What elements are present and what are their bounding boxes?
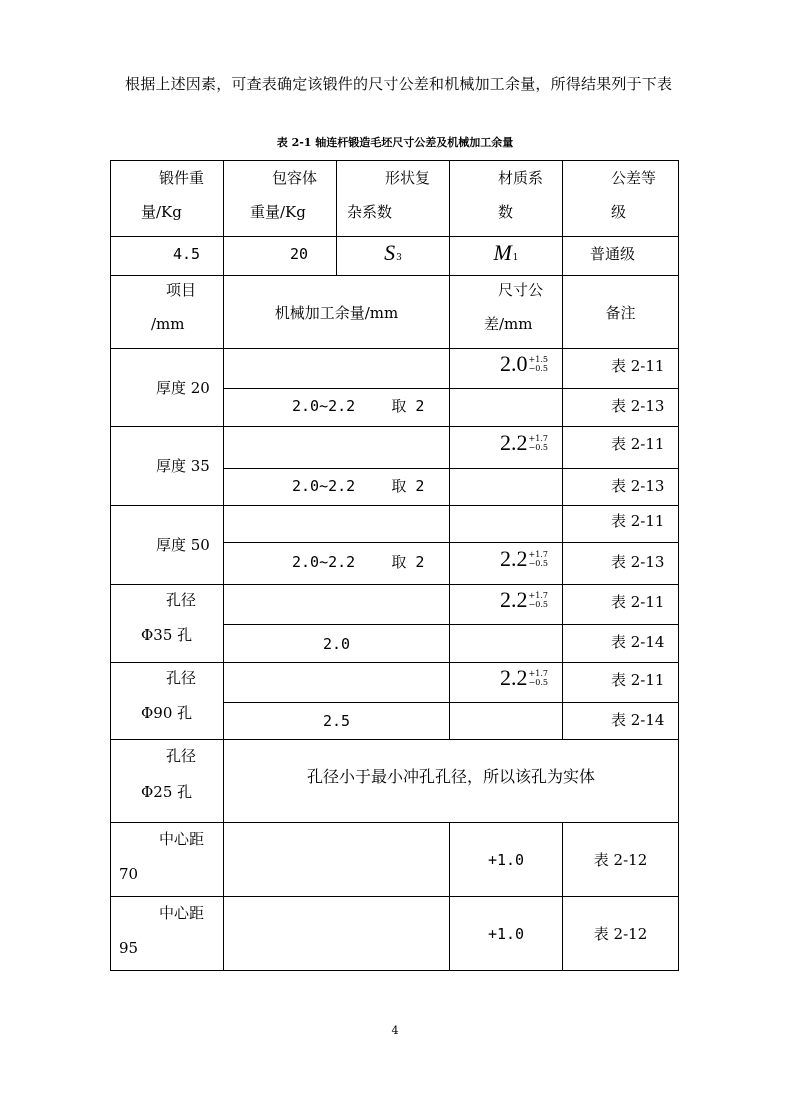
- row-label-hole-90: 孔径 Φ90 孔: [111, 663, 224, 740]
- row-label-hole-25: 孔径 Φ25 孔: [111, 740, 224, 823]
- row-label-thickness-50: 厚度 50: [111, 506, 224, 585]
- row-allowance-empty: [224, 897, 450, 971]
- intro-paragraph: 根据上述因素，可查表确定该锻件的尺寸公差和机械加工余量，所得结果列于下表: [125, 75, 673, 93]
- table-row: [111, 823, 679, 897]
- allowance-table: [110, 160, 679, 971]
- row-allowance-empty: [224, 823, 450, 897]
- row-note: 表 2-13: [563, 389, 679, 427]
- row-note: 表 2-13: [563, 543, 679, 585]
- row-tolerance: 2.2 +1.7 −0.5: [450, 585, 563, 625]
- table-row: [111, 585, 679, 625]
- row-allowance: 2.5: [224, 703, 450, 740]
- row-tolerance: 2.2 +1.7 −0.5: [450, 663, 563, 703]
- table-row: [111, 349, 679, 389]
- header-note: 备注: [563, 276, 679, 349]
- header-item: 项目 /mm: [111, 276, 224, 349]
- row-tolerance-empty: [450, 389, 563, 427]
- row-allowance-empty: [224, 349, 450, 389]
- row-tolerance: 2.0 +1.5 −0.5: [450, 349, 563, 389]
- row-note: 表 2-13: [563, 469, 679, 506]
- header-row-1: [111, 161, 679, 237]
- row-tolerance: 2.2 +1.7 −0.5: [450, 427, 563, 469]
- header-dimension-tolerance: 尺寸公 差/mm: [450, 276, 563, 349]
- row-label-hole-35: 孔径 Φ35 孔: [111, 585, 224, 663]
- header-material-factor: 材质系 数: [450, 161, 563, 237]
- header-tolerance-grade: 公差等 级: [563, 161, 679, 237]
- table-row: [111, 740, 679, 823]
- table-row: [111, 427, 679, 469]
- row-allowance: 2.0~2.2 取 2: [224, 543, 450, 585]
- row-allowance: 2.0~2.2 取 2: [224, 389, 450, 427]
- page-number: 4: [391, 1024, 399, 1037]
- values-row: [111, 237, 679, 276]
- row-note: 表 2-12: [563, 897, 679, 971]
- header-shape-factor: 形状复 杂系数: [337, 161, 450, 237]
- row-tolerance: +1.0: [450, 897, 563, 971]
- row-note: 表 2-12: [563, 823, 679, 897]
- value-grade: 普通级: [563, 237, 679, 276]
- row-tolerance-empty: [450, 703, 563, 740]
- row-label-thickness-20: 厚度 20: [111, 349, 224, 427]
- row-label-distance-95: 中心距 95: [111, 897, 224, 971]
- row-note: 表 2-14: [563, 703, 679, 740]
- row-note: 表 2-11: [563, 663, 679, 703]
- row-note: 表 2-11: [563, 427, 679, 469]
- header-allowance: 机械加工余量/mm: [224, 276, 450, 349]
- row-allowance-empty: [224, 663, 450, 703]
- value-material: M1: [450, 237, 563, 276]
- table-caption: 表 2-1 轴连杆锻造毛坯尺寸公差及机械加工余量: [276, 136, 514, 149]
- row-solid-note: 孔径小于最小冲孔孔径，所以该孔为实体: [224, 740, 679, 823]
- row-label-distance-70: 中心距 70: [111, 823, 224, 897]
- header-envelope-weight: 包容体 重量/Kg: [224, 161, 337, 237]
- row-tolerance-empty: [450, 625, 563, 663]
- value-volume: 20: [224, 237, 337, 276]
- value-shape: S3: [337, 237, 450, 276]
- row-tolerance: 2.2 +1.7 −0.5: [450, 543, 563, 585]
- table-row: [111, 897, 679, 971]
- row-tolerance: +1.0: [450, 823, 563, 897]
- row-note: 表 2-14: [563, 625, 679, 663]
- row-allowance-empty: [224, 427, 450, 469]
- header-forging-weight: 锻件重 量/Kg: [111, 161, 224, 237]
- row-note: 表 2-11: [563, 506, 679, 543]
- row-label-thickness-35: 厚度 35: [111, 427, 224, 506]
- row-allowance: 2.0: [224, 625, 450, 663]
- table-row: [111, 663, 679, 703]
- row-allowance-empty: [224, 506, 450, 543]
- row-allowance-empty: [224, 585, 450, 625]
- table-row: [111, 506, 679, 543]
- row-note: 表 2-11: [563, 585, 679, 625]
- value-weight: 4.5: [111, 237, 224, 276]
- row-note: 表 2-11: [563, 349, 679, 389]
- header-row-2: [111, 276, 679, 349]
- row-tolerance-empty: [450, 506, 563, 543]
- row-tolerance-empty: [450, 469, 563, 506]
- row-allowance: 2.0~2.2 取 2: [224, 469, 450, 506]
